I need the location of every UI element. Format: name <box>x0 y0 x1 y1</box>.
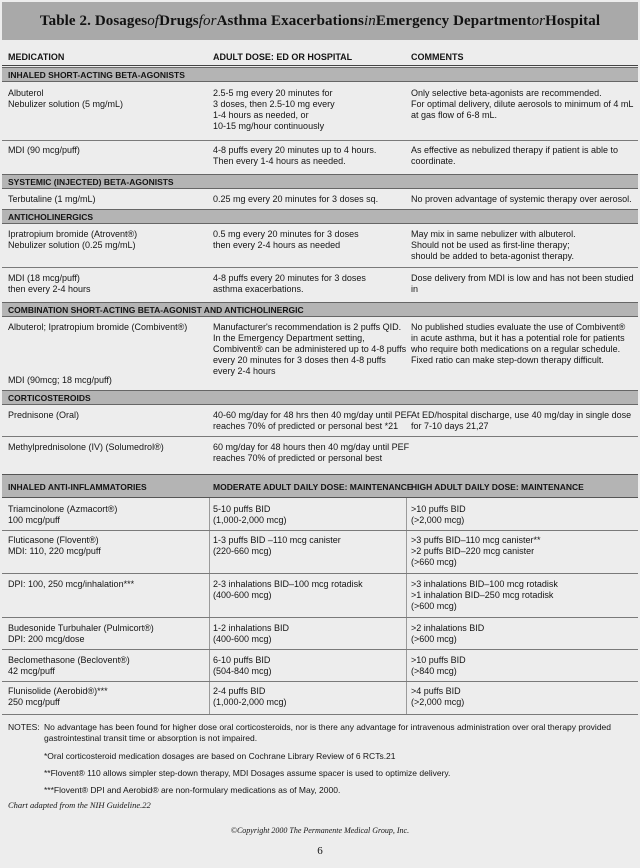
title-in: in <box>363 12 376 29</box>
cell-terbutaline-med: Terbutaline (1 mg/mL) <box>8 194 96 204</box>
maintenance-high: >10 puffs BID (>2,000 mcg) <box>411 504 466 525</box>
title-text-1: Table 2. Dosages <box>39 12 148 29</box>
row-divider <box>2 649 638 650</box>
maintenance-high: >3 inhalations BID–100 mcg rotadisk >1 inhalation BID–250 mcg rotadisk (>600 mcg) <box>411 579 558 611</box>
maintenance-high: >3 puffs BID–110 mcg canister** >2 puffs BID–220 mcg canister (>660 mcg) <box>411 535 541 567</box>
section-inhaled-saba: INHALED SHORT-ACTING BETA-AGONISTS <box>2 67 638 82</box>
section-combination: COMBINATION SHORT-ACTING BETA-AGONIST AND ANTICHOLINERGIC <box>2 302 638 317</box>
title-text-5: Hospital <box>545 12 601 29</box>
cell-mdi18-med: MDI (18 mcg/puff) then every 2-4 hours <box>8 273 91 294</box>
cell-prednisone-med: Prednisone (Oral) <box>8 410 80 420</box>
cell-albuterol-dose: 2.5-5 mg every 20 minutes for 3 doses, then 2.5-10 mg every 1-4 hours as needed, or 10-15 mg/hour continuously <box>213 88 335 131</box>
page-number: 6 <box>317 845 323 857</box>
chart-source: Chart adapted from the NIH Guideline.22 <box>8 800 151 810</box>
row-divider <box>2 681 638 682</box>
cell-albuterol-comment: Only selective beta-agonists are recommended. For optimal delivery, dilute aerosols to minimum of 4 mL at gas flow of 6-8 mL. <box>411 88 634 120</box>
maintenance-med: Triamcinolone (Azmacort®) 100 mcg/puff <box>8 504 118 525</box>
row-divider <box>2 714 638 715</box>
title-text-4: Emergency Department <box>375 12 532 29</box>
row-divider <box>2 267 638 268</box>
title-of: of <box>147 12 160 29</box>
cell-terbutaline-comment: No proven advantage of systemic therapy over aerosol. <box>411 194 632 204</box>
maintenance-header-high: HIGH ADULT DAILY DOSE: MAINTENANCE <box>411 482 584 492</box>
title-or: or <box>531 12 546 29</box>
column-header-adult-dose: ADULT DOSE: ED OR HOSPITAL <box>213 52 353 62</box>
row-divider <box>2 436 638 437</box>
row-divider <box>2 573 638 574</box>
maintenance-high: >10 puffs BID (>840 mcg) <box>411 655 466 676</box>
maintenance-high: >2 inhalations BID (>600 mcg) <box>411 623 485 644</box>
maintenance-header-med: INHALED ANTI-INFLAMMATORIES <box>8 482 147 492</box>
maintenance-med: DPI: 100, 250 mcg/inhalation*** <box>8 579 135 589</box>
cell-ipratropium-dose: 0.5 mg every 20 minutes for 3 doses then every 2-4 hours as needed <box>213 229 359 250</box>
title-text-3: Asthma Exacerbations <box>216 12 364 29</box>
maintenance-moderate: 1-2 inhalations BID (400-600 mcg) <box>213 623 290 644</box>
cell-combivent-mdi: MDI (90mcg; 18 mcg/puff) <box>8 375 112 385</box>
maintenance-moderate: 5-10 puffs BID (1,000-2,000 mcg) <box>213 504 287 525</box>
cell-methylpred-dose: 60 mg/day for 48 hours then 40 mg/day until PEF reaches 70% of predicted or personal best <box>213 442 410 463</box>
maintenance-moderate: 6-10 puffs BID (504-840 mcg) <box>213 655 272 676</box>
maintenance-med: Flunisolide (Aerobid®)*** 250 mcg/puff <box>8 686 108 707</box>
note-oral-corticosteroid: *Oral corticosteroid medication dosages are based on Cochrane Library Review of 6 RCTs.21 <box>44 751 396 761</box>
cell-mdi-med: MDI (90 mcg/puff) <box>8 145 80 155</box>
cell-mdi18-dose: 4-8 puffs every 20 minutes for 3 doses asthma exacerbations. <box>213 273 366 294</box>
section-corticosteroids: CORTICOSTEROIDS <box>2 390 638 405</box>
page-title <box>2 2 638 40</box>
cell-ipratropium-med: Ipratropium bromide (Atrovent®) Nebulizer solution (0.25 mg/mL) <box>8 229 138 250</box>
row-divider <box>2 140 638 141</box>
cell-albuterol-med: Albuterol Nebulizer solution (5 mg/mL) <box>8 88 124 109</box>
cell-combivent-comment: No published studies evaluate the use of Combivent® in acute asthma, but it has a potential role for patients who require both medications on a regular schedule. Fixed ratio can make step-down therapy difficult. <box>411 322 626 365</box>
maintenance-med: Fluticasone (Flovent®) MDI: 110, 220 mcg/puff <box>8 535 101 556</box>
maintenance-header-moderate: MODERATE ADULT DAILY DOSE: MAINTENANCE <box>213 482 413 492</box>
cell-combivent-med: Albuterol; Ipratropium bromide (Combivent®) <box>8 322 188 332</box>
notes-label: NOTES: <box>8 722 40 732</box>
notes-main: No advantage has been found for higher dose oral corticosteroids, nor is there any advantage for intravenous administration over oral therapy provided gastrointestinal transit time or absorption is not impaired. <box>44 722 612 743</box>
column-header-medication: MEDICATION <box>8 52 65 62</box>
row-divider <box>2 530 638 531</box>
cell-mdi-comment: As effective as nebulized therapy if patient is able to coordinate. <box>411 145 618 166</box>
maintenance-moderate: 2-4 puffs BID (1,000-2,000 mcg) <box>213 686 287 707</box>
maintenance-med: Beclomethasone (Beclovent®) 42 mcg/puff <box>8 655 130 676</box>
cell-ipratropium-comment: May mix in same nebulizer with albuterol. Should not be used as first-line therapy; should be added to beta-agonist therapy. <box>411 229 576 261</box>
cell-methylpred-med: Methylprednisolone (IV) (Solumedrol®) <box>8 442 164 452</box>
section-systemic: SYSTEMIC (INJECTED) BETA-AGONISTS <box>2 174 638 189</box>
table-header <box>2 42 638 66</box>
copyright: ©Copyright 2000 The Permanente Medical Group, Inc. <box>230 826 410 835</box>
cell-mdi-dose: 4-8 puffs every 20 minutes up to 4 hours. Then every 1-4 hours as needed. <box>213 145 377 166</box>
maintenance-header <box>2 474 638 498</box>
cell-terbutaline-dose: 0.25 mg every 20 minutes for 3 doses sq. <box>213 194 379 204</box>
cell-prednisone-comment: At ED/hospital discharge, use 40 mg/day in single dose for 7-10 days 21,27 <box>411 410 632 431</box>
note-non-formulary: ***Flovent® DPI and Aerobid® are non-formulary medications as of May, 2000. <box>44 785 341 795</box>
note-flovent-110: **Flovent® 110 allows simpler step-down therapy, MDI Dosages assume spacer is used to optimize delivery. <box>44 768 451 778</box>
maintenance-high: >4 puffs BID (>2,000 mcg) <box>411 686 465 707</box>
cell-combivent-dose: Manufacturer's recommendation is 2 puffs QID. In the Emergency Department setting, Combivent® can be administered up to 4-8 puffs every 20 minutes for 3 doses then 4-8 puffs every 2-4 hours <box>213 322 407 376</box>
maintenance-moderate: 2-3 inhalations BID–100 mcg rotadisk (400-600 mcg) <box>213 579 363 600</box>
section-anticholinergics: ANTICHOLINERGICS <box>2 209 638 224</box>
row-divider <box>2 617 638 618</box>
cell-mdi18-comment: Dose delivery from MDI is low and has not been studied in <box>411 273 634 294</box>
maintenance-med: Budesonide Turbuhaler (Pulmicort®) DPI: 200 mcg/dose <box>8 623 154 644</box>
title-text-2: Drugs <box>159 12 199 29</box>
cell-prednisone-dose: 40-60 mg/day for 48 hrs then 40 mg/day until PEF reaches 70% of predicted or personal best *21 <box>213 410 413 431</box>
column-header-comments: COMMENTS <box>411 52 464 62</box>
title-for: for <box>198 12 217 29</box>
maintenance-moderate: 1-3 puffs BID –110 mcg canister (220-660 mcg) <box>213 535 341 556</box>
